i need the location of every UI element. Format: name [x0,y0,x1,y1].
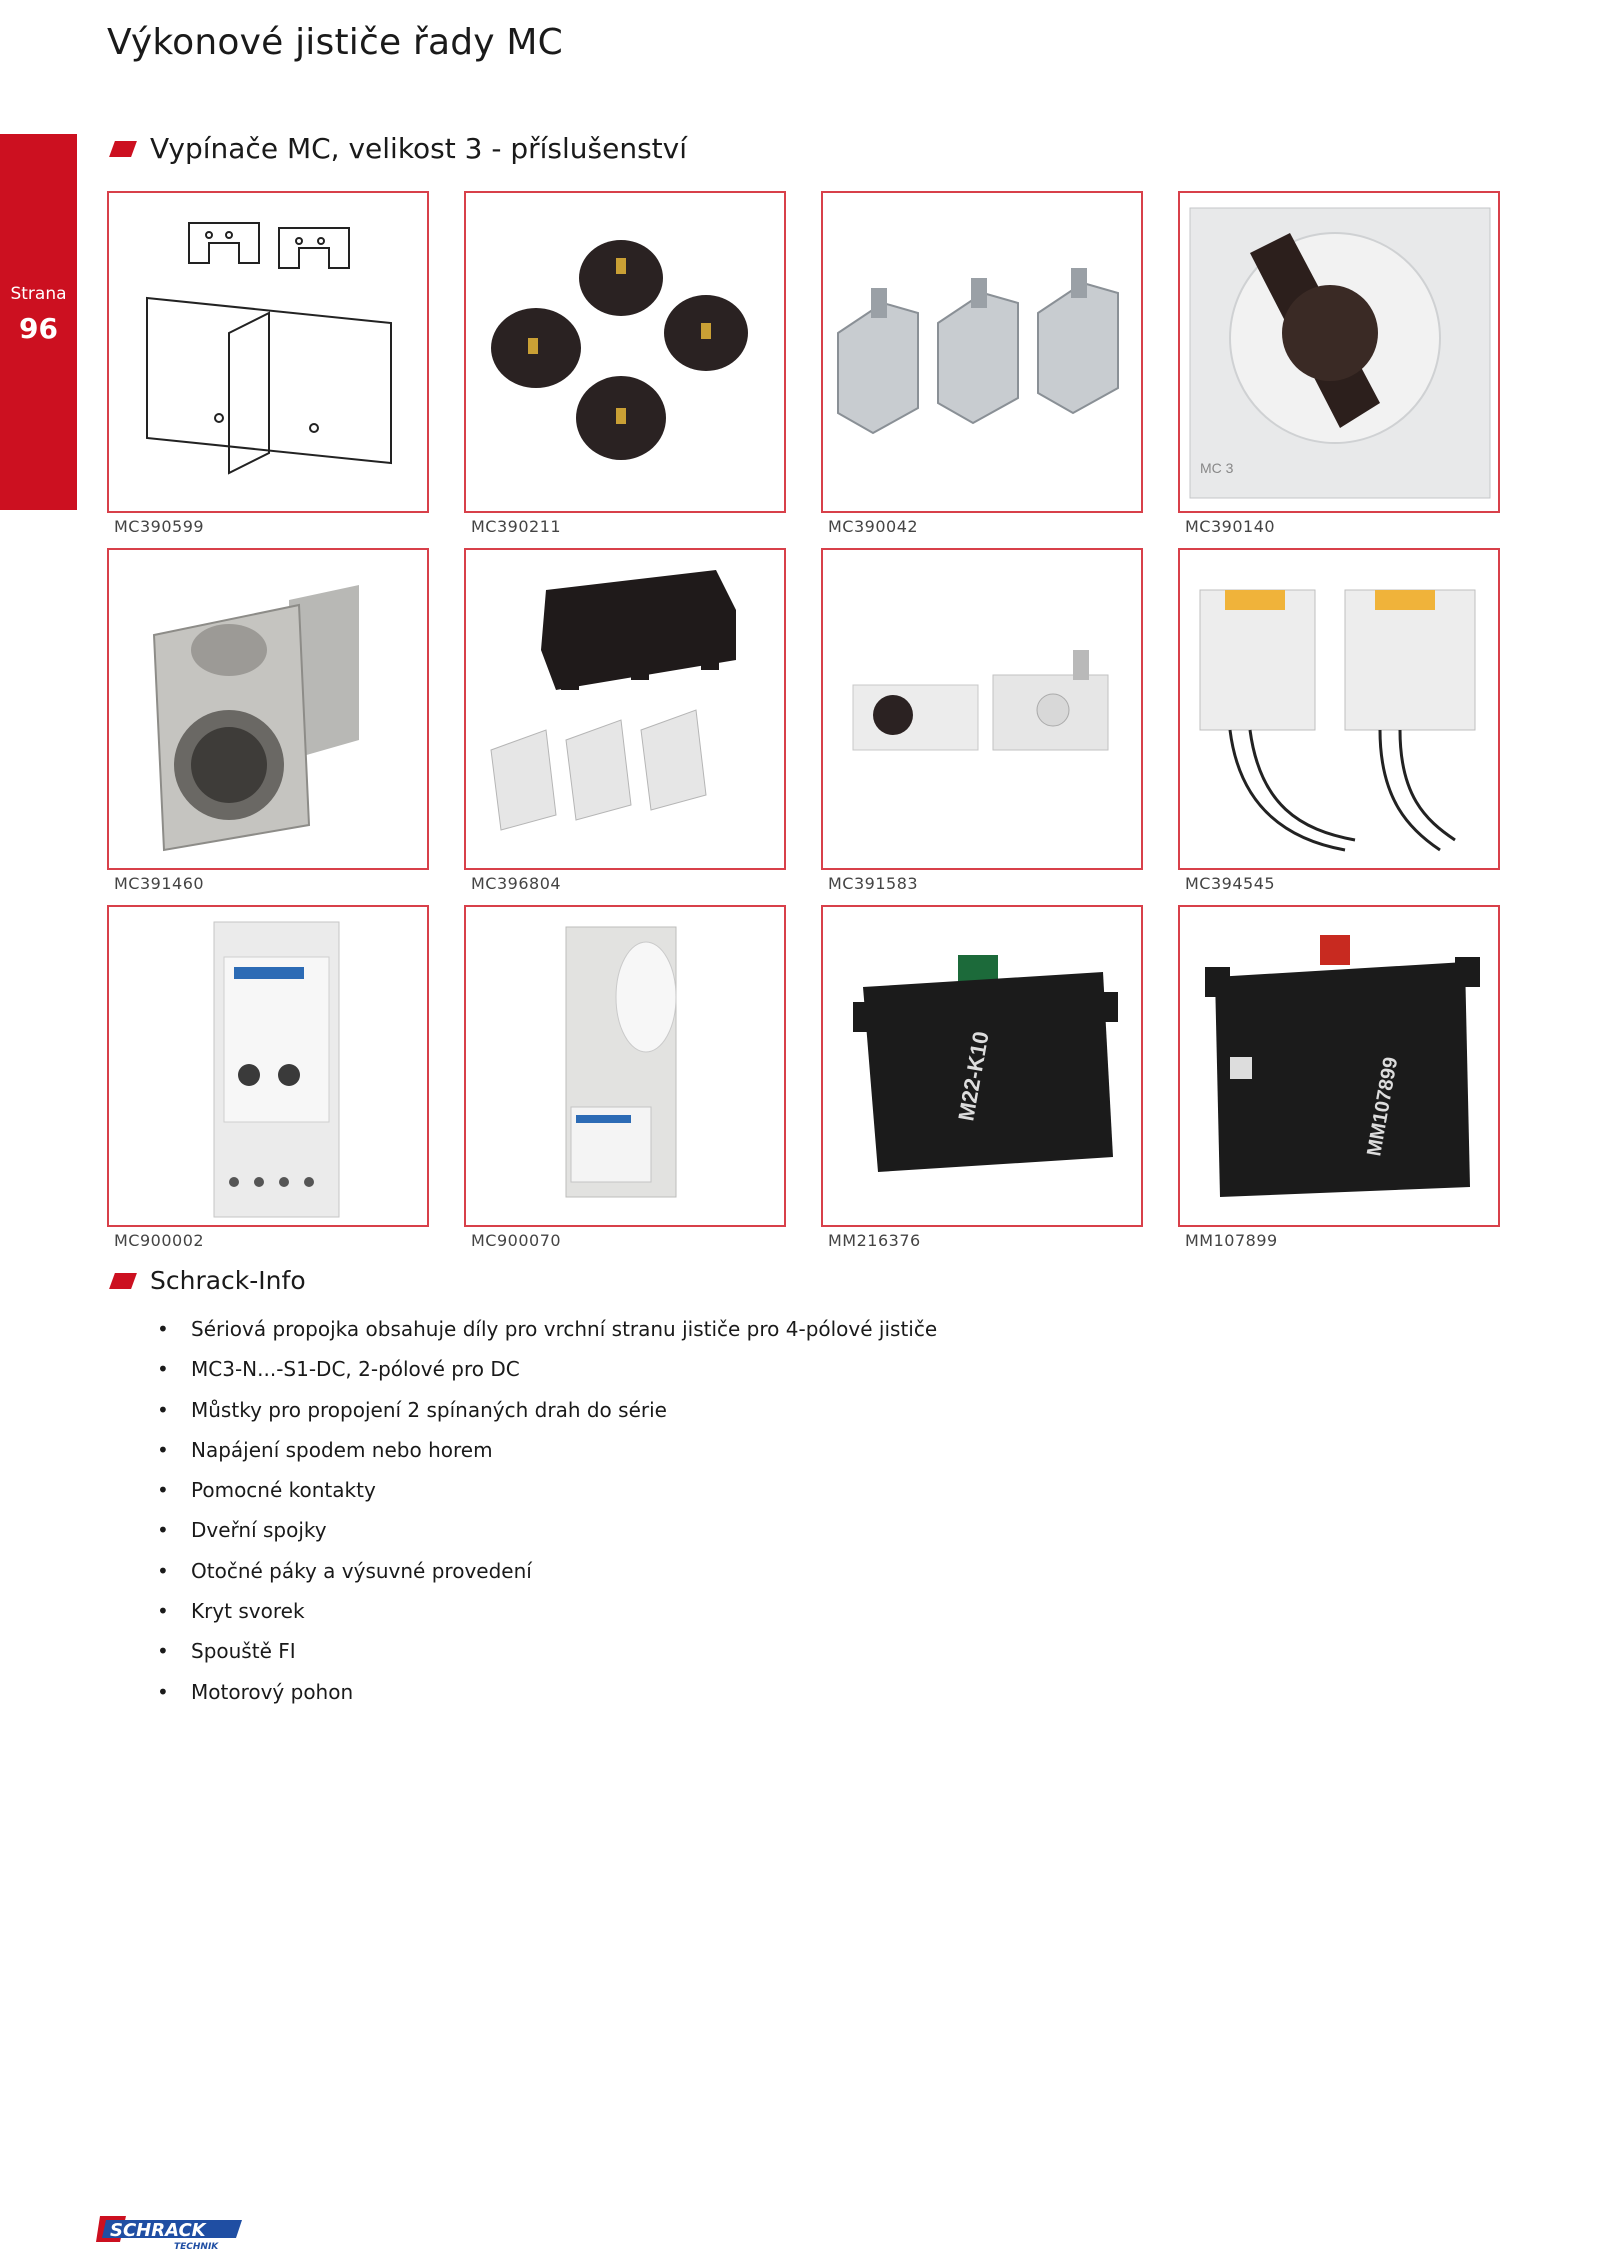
list-item: • Spouště FI [150,1638,937,1678]
product-code: MC396804 [471,874,562,893]
schrack-logo [96,2212,246,2252]
product-card[interactable] [821,191,1143,536]
page-number-tab [0,134,77,510]
contact-block-green-icon [821,905,1143,1227]
terminal-clamps-icon [821,191,1143,513]
current-transformer-icon [464,905,786,1227]
fi-relay-icon [107,905,429,1227]
list-item: • Kryt svorek [150,1598,937,1638]
info-heading [112,1266,306,1295]
svg-text:M22-K10: M22-K10 [953,1029,994,1123]
product-card[interactable] [107,191,429,536]
section-marker-icon [109,1273,137,1289]
product-card[interactable] [464,548,786,893]
rotary-handle-icon [1178,191,1500,513]
svg-text:SCHRACK: SCHRACK [110,2220,206,2241]
section-heading [112,132,687,165]
product-card[interactable] [1178,548,1500,893]
contact-block-red-icon [1178,905,1500,1227]
product-card[interactable] [1178,191,1500,536]
list-item: • Otočné páky a výsuvné provedení [150,1558,937,1598]
page-label: Strana [10,284,67,304]
list-item: • Motorový pohon [150,1679,937,1719]
product-card[interactable] [107,548,429,893]
product-grid [107,191,1507,1251]
product-card[interactable] [821,548,1143,893]
list-item: • Dveřní spojky [150,1517,937,1557]
product-code: MC394545 [1185,874,1276,893]
product-card[interactable] [464,191,786,536]
product-code: MC390140 [1185,517,1276,536]
section-marker-icon [109,141,137,157]
door-coupling-icon [821,548,1143,870]
product-code: MC390211 [471,517,562,536]
info-list [150,1316,937,1719]
breakers-with-cables-icon [1178,548,1500,870]
svg-text:MC 3: MC 3 [1200,460,1234,476]
page-number: 96 [19,312,58,345]
svg-text:MM107899: MM107899 [1363,1055,1403,1158]
product-code: MC390599 [114,517,205,536]
copper-plate-drawing-icon [107,191,429,513]
product-code: MC391460 [114,874,205,893]
svg-text:TECHNIK: TECHNIK [174,2242,219,2252]
product-card[interactable] [107,905,429,1250]
info-title: Schrack-Info [150,1266,306,1295]
product-card[interactable] [464,905,786,1250]
box-terminal-icon [107,548,429,870]
section-title: Vypínače MC, velikost 3 - příslušenství [150,132,688,165]
product-code: MM216376 [828,1231,921,1250]
product-code: MM107899 [1185,1231,1278,1250]
product-code: MC391583 [828,874,919,893]
list-item: • MC3-N...-S1-DC, 2-pólové pro DC [150,1356,937,1396]
product-card[interactable] [1178,905,1500,1250]
terminal-cover-icon [464,548,786,870]
black-caps-icon [464,191,786,513]
list-item: • Sériová propojka obsahuje díly pro vrchní stranu jističe pro 4-pólové jističe [150,1316,937,1356]
list-item: • Můstky pro propojení 2 spínaných drah do série [150,1397,937,1437]
product-code: MC900002 [114,1231,205,1250]
product-card[interactable] [821,905,1143,1250]
page-title: Výkonové jističe řady MC [107,22,564,63]
list-item: • Napájení spodem nebo horem [150,1437,937,1477]
list-item: • Pomocné kontakty [150,1477,937,1517]
product-code: MC900070 [471,1231,562,1250]
product-code: MC390042 [828,517,919,536]
